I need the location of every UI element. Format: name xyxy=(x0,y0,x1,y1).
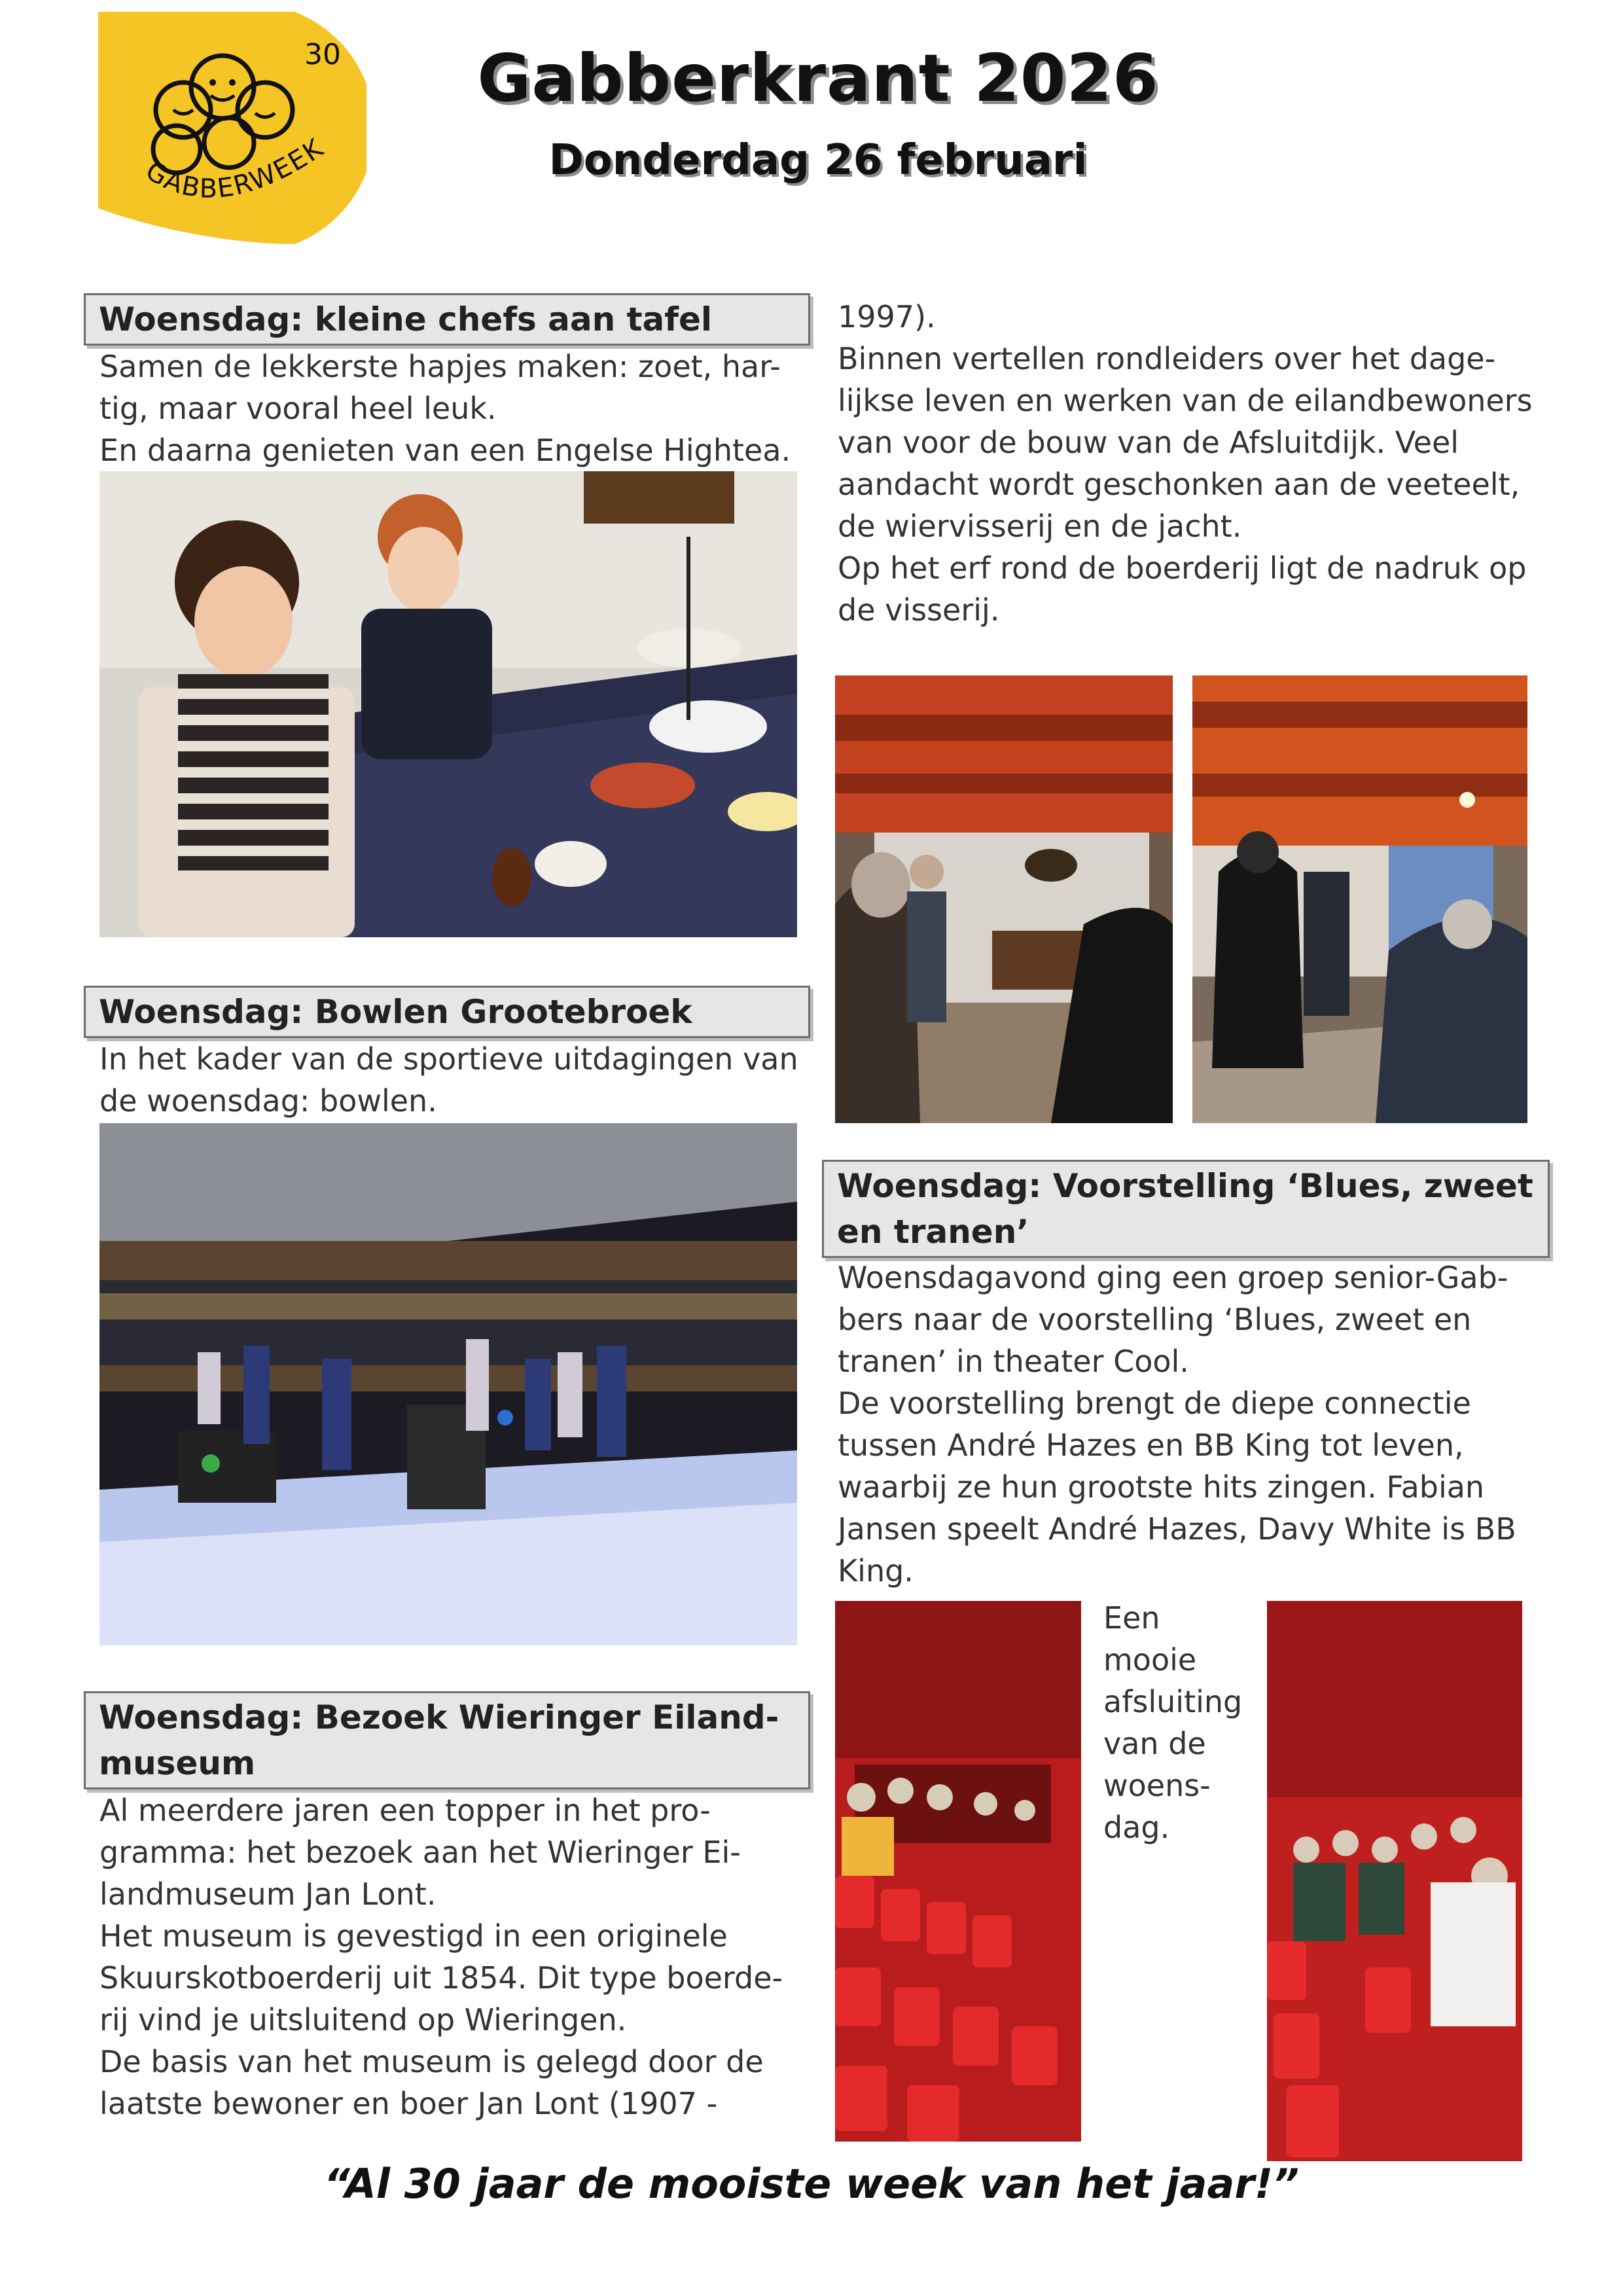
section-heading-voorstelling: Woensdag: Voorstelling ‘Blues, zweet en tranen’ xyxy=(822,1160,1550,1258)
paragraph: Het museum is gevestigd in een originele Skuurskotboerderij uit 1854. Dit type boerde-rij vind je uitsluitend op Wieringen. xyxy=(99,1918,783,2037)
paragraph: De basis van het museum is gelegd door de laatste bewoner en boer Jan Lont (1907 - xyxy=(99,2044,764,2121)
photo-theater-1 xyxy=(835,1601,1081,2142)
svg-text:GABBERWEEK: GABBERWEEK xyxy=(140,132,330,204)
paragraph: Samen de lekkerste hapjes maken: zoet, har-tig, maar vooral heel leuk. xyxy=(99,349,781,426)
gabberweek-logo xyxy=(98,12,366,244)
caption-theater: Een mooie afsluiting van de woens-dag. xyxy=(1103,1600,1243,1845)
paragraph: De voorstelling brengt de diepe connectie tussen André Hazes en BB King tot leven, waarbij ze hun grootste hits zingen. Fabian Jansen speelt André Hazes, Davy White is BB King. xyxy=(838,1386,1516,1588)
section-heading-museum: Woensdag: Bezoek Wieringer Eiland-museum xyxy=(84,1691,810,1789)
masthead xyxy=(366,39,1270,190)
section-heading-bowlen: Woensdag: Bowlen Grootebroek xyxy=(84,986,810,1038)
section-text-museum xyxy=(99,1789,800,2125)
section-heading-chefs: Woensdag: kleine chefs aan tafel xyxy=(84,293,810,346)
photo-museum-interior-2 xyxy=(1192,675,1527,1123)
svg-text:30: 30 xyxy=(304,38,341,71)
section-text-bowlen xyxy=(99,1038,800,1122)
paragraph: In het kader van de sportieve uitdagingen van de woensdag: bowlen. xyxy=(99,1041,798,1119)
section-text-museum-continued xyxy=(838,296,1544,631)
paragraph: Woensdagavond ging een groep senior-Gab-bers naar de voorstelling ‘Blues, zweet en tranen’ in theater Cool. xyxy=(838,1260,1508,1379)
paragraph: En daarna genieten van een Engelse Hightea. xyxy=(99,433,791,468)
photo-kids-hightea xyxy=(99,471,797,937)
page-date: Donderdag 26 februari xyxy=(548,136,1088,185)
photo-theater-2 xyxy=(1267,1601,1522,2161)
footer-slogan: “Al 30 jaar de mooiste week van het jaar!” xyxy=(323,2160,1300,2208)
paragraph: Binnen vertellen rondleiders over het dage-lijkse leven en werken van de eilandbewoners van voor de bouw van de Afsluitdijk. Veel aandacht wordt geschonken aan de veeteelt, de wiervisserij en de jacht. xyxy=(838,341,1533,544)
photo-museum-interior-1 xyxy=(835,675,1173,1123)
photo-bowling xyxy=(99,1123,797,1645)
paragraph: 1997). xyxy=(838,299,936,334)
section-text-chefs xyxy=(99,346,800,471)
paragraph: Al meerdere jaren een topper in het pro-gramma: het bezoek aan het Wieringer Ei-landmuseum Jan Lont. xyxy=(99,1793,741,1912)
paragraph: Op het erf rond de boerderij ligt de nadruk op de visserij. xyxy=(838,550,1527,628)
section-text-voorstelling xyxy=(838,1257,1544,1592)
page-title: Gabberkrant 2026 xyxy=(477,40,1159,117)
